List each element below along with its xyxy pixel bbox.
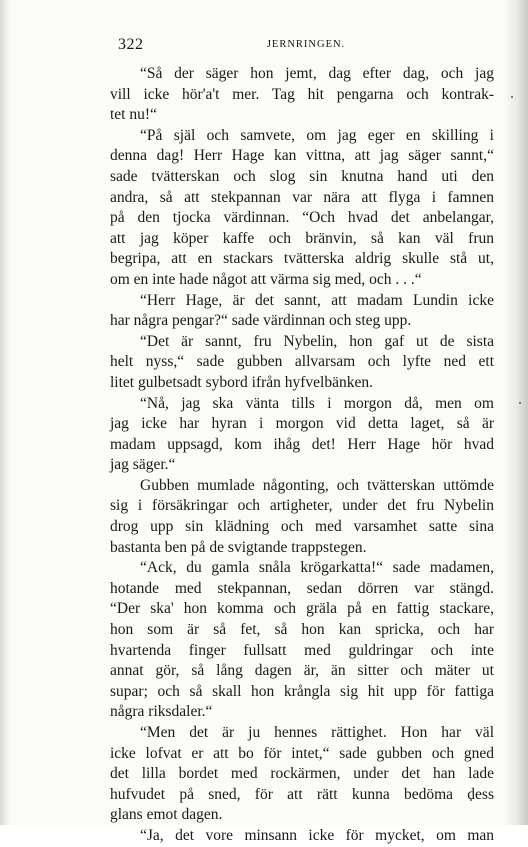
page-number: 322 xyxy=(118,36,144,53)
text-line: jag icke har hyran i morgon vid detta laget, så är xyxy=(110,415,494,433)
text-line: begripa, att en stackars tvätterska aldrig skulle stå ut, xyxy=(110,250,494,268)
text-line: helt nyss,“ sade gubben allvarsam och lyfte ned ett xyxy=(110,353,494,371)
text-line: litet gulbetsadt sybord ifrån hyfvelbänken. xyxy=(110,373,374,391)
text-line: det lilla bordet med rockärmen, under det han lade xyxy=(110,765,494,783)
text-line: sig i försäkringar och artigheter, under det fru Nybelin xyxy=(110,497,494,515)
page-edge-shadow-right xyxy=(504,0,528,825)
text-line: glans emot dagen. xyxy=(110,806,223,824)
text-line: drog upp sin klädning och med varsamhet satte sina xyxy=(110,518,494,536)
text-line: på den tjocka värdinnan. “Och hvad det anbelangar, xyxy=(110,209,494,227)
text-line: andra, så att stekpannan var nära att flyga i famnen xyxy=(110,188,494,206)
text-line: supar; och så skall hon krångla sig hit upp för fattiga xyxy=(110,682,494,700)
page-edge-shadow-left xyxy=(0,0,10,825)
text-line: icke lofvat er att bo för intet,“ sade gubben och gned xyxy=(110,744,494,762)
text-line: “Ja, det vore minsann icke för mycket, om man xyxy=(140,826,494,844)
paper-speck xyxy=(511,96,513,98)
text-line: tet nu!“ xyxy=(110,106,157,124)
text-line: “Der ska' hon komma och gräla på en fattig stackare, xyxy=(110,600,494,618)
text-line: om en inte hade något att värma sig med, och . . .“ xyxy=(110,270,422,288)
running-title: JERNRINGEN. xyxy=(266,39,346,50)
text-line: Gubben mumlade någonting, och tvätterskan uttömde xyxy=(140,476,494,494)
text-line: “På själ och samvete, om jag eger en skilling i xyxy=(140,126,494,144)
text-line: madam uppsagd, kom ihåg det! Herr Hage hör hvad xyxy=(110,435,494,453)
text-line: hvartenda finger fullsatt med guldringar och inte xyxy=(110,641,494,659)
page-header xyxy=(118,36,494,56)
text-line: “Ack, du gamla snåla krögarkatta!“ sade madamen, xyxy=(140,559,494,577)
text-line: har några pengar?“ sade värdinnan och steg upp. xyxy=(110,312,412,330)
text-line: “Nå, jag ska vänta tills i morgon då, men om xyxy=(140,394,494,412)
text-line: några riksdaler.“ xyxy=(110,703,213,721)
text-line: “Det är sannt, fru Nybelin, hon gaf ut de sista xyxy=(140,332,494,350)
text-line: hufvudet på sned, för att rätt kunna bedöma dess xyxy=(110,785,494,803)
text-line: att jag köper kaffe och bränvin, så kan väl frun xyxy=(110,229,494,247)
text-line: sade tvätterskan och slog sin knutna hand uti den xyxy=(110,167,494,185)
text-line: “Herr Hage, är det sannt, att madam Lundin icke xyxy=(140,291,494,309)
text-line: “Men det är ju hennes rättighet. Hon har väl xyxy=(140,724,494,741)
text-line: hotande med stekpannan, sedan dörren var stängd. xyxy=(110,579,494,597)
text-line: vill icke hör'a't mer. Tag hit pengarna och kontrak- xyxy=(110,85,494,103)
text-line: jag säger.“ xyxy=(110,456,176,474)
text-line: bastanta ben på de svigtande trappstegen. xyxy=(110,538,367,556)
text-line: “Så der säger hon jemt, dag efter dag, och jag xyxy=(140,65,494,82)
body-text xyxy=(110,64,494,847)
paper-speck xyxy=(519,402,521,404)
text-line: hon som är så fet, så hon kan spricka, och har xyxy=(110,621,494,639)
text-line: annat gör, så lång dagen är, än sitter och mäter ut xyxy=(110,662,494,680)
text-line: denna dag! Herr Hage kan vittna, att jag säger sannt,“ xyxy=(110,147,494,165)
